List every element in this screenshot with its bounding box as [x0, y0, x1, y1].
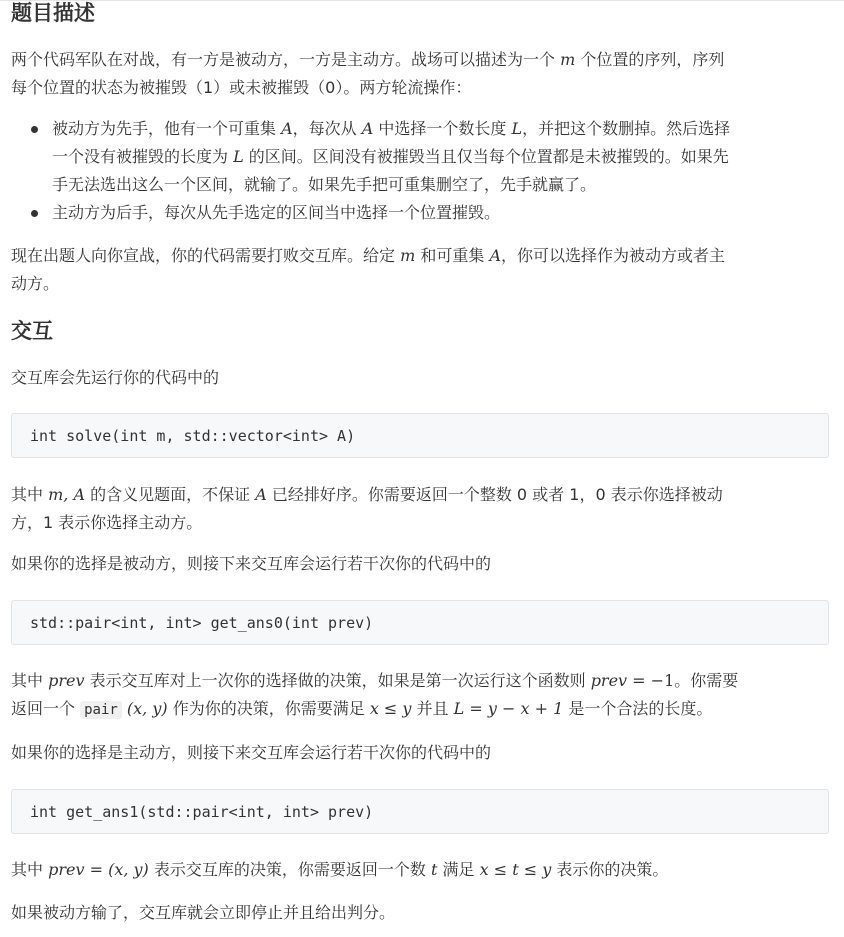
rules-list	[11, 115, 833, 227]
text: 其中	[11, 671, 49, 690]
intro-paragraph	[11, 46, 833, 102]
math-xy: (x, y)	[126, 699, 168, 718]
text: 每个位置的状态为被摧毁（1）或未被摧毁（0）。两方轮流操作：	[11, 78, 472, 97]
math-prev: prev	[48, 671, 85, 690]
code-block-get-ans1: int get_ans1(std::pair<int, int> prev)	[11, 789, 829, 834]
text: ，你可以选择作为被动方或者主	[501, 246, 726, 265]
text: 是一个合法的长度。	[563, 699, 713, 718]
text: 和可重集	[415, 246, 490, 265]
get-ans1-explanation	[11, 856, 833, 884]
text: 表示你的决策。	[551, 860, 669, 879]
solve-explanation	[11, 481, 833, 537]
passive-intro: 如果你的选择是被动方，则接下来交互库会运行若干次你的代码中的	[11, 554, 492, 573]
math-A: A	[361, 119, 374, 138]
math-A: A	[489, 246, 502, 265]
math-condition: L = y − x + 1	[453, 699, 564, 718]
text: 动方。	[11, 274, 60, 293]
math-m: m	[400, 246, 416, 265]
text: 一个没有被摧毁的长度为	[52, 147, 234, 166]
inline-code-pair: pair	[80, 701, 122, 719]
bullet-dot	[31, 126, 38, 133]
text: 表示交互库的决策，你需要返回一个数	[148, 860, 431, 879]
text: 手无法选出这么一个区间，就输了。如果先手把可重集删空了，先手就赢了。	[52, 175, 597, 194]
text: 方，1 表示你选择主动方。	[11, 513, 203, 532]
text: 的区间。区间没有被摧毁当且仅当每个位置都是未被摧毁的。如果先	[243, 147, 729, 166]
text: 作为你的决策，你需要满足	[167, 699, 370, 718]
text: 其中	[11, 485, 49, 504]
text: 。你需要	[674, 671, 739, 690]
text: ，每次从	[292, 119, 362, 138]
list-item	[11, 115, 833, 199]
math-condition: x ≤ t ≤ y	[479, 860, 552, 879]
math-A: A	[255, 485, 267, 504]
judging-note: 如果被动方输了，交互库就会立即停止并且给出判分。	[11, 903, 396, 922]
get-ans0-explanation	[11, 667, 841, 724]
text: 返回一个	[11, 699, 81, 718]
math-m: m	[560, 50, 576, 69]
code-block-get-ans0: std::pair<int, int> get_ans0(int prev)	[11, 600, 829, 645]
text: 表示交互库对上一次你的选择做的决策，如果是第一次运行这个函数则	[84, 671, 591, 690]
active-intro: 如果你的选择是主动方，则接下来交互库会运行若干次你的代码中的	[11, 743, 492, 762]
text: 个位置的序列，序列	[575, 50, 725, 69]
top-divider	[0, 0, 844, 1]
math-A: A	[281, 119, 293, 138]
math-t: t	[430, 860, 438, 879]
math-prev: prev	[590, 671, 628, 690]
math-condition: x ≤ y	[369, 699, 412, 718]
text: 现在出题人向你宣战，你的代码需要打败交互库。给定	[11, 246, 401, 265]
math-L: L	[233, 147, 244, 166]
problem-description-heading: 题目描述	[11, 1, 95, 25]
text: ，并把这个数删掉。然后选择	[522, 119, 731, 138]
text: 其中	[11, 860, 49, 879]
math-m-A: m, A	[48, 485, 85, 504]
math-L: L	[511, 119, 523, 138]
text: 满足	[437, 860, 480, 879]
math-eq: = −1	[627, 671, 675, 690]
code-block-solve: int solve(int m, std::vector<int> A)	[11, 413, 829, 458]
text: 中选择一个数长度	[373, 119, 512, 138]
interaction-heading: 交互	[11, 319, 53, 343]
challenge-paragraph	[11, 242, 833, 298]
text: 两个代码军队在对战，有一方是被动方，一方是主动方。战场可以描述为一个	[11, 50, 561, 69]
bullet-dot	[31, 210, 38, 217]
text: 并且	[411, 699, 454, 718]
interaction-intro: 交互库会先运行你的代码中的	[11, 368, 220, 387]
text: 已经排好序。你需要返回一个整数 0 或者 1，0 表示你选择被动	[266, 485, 723, 504]
math-prev-eq: prev = (x, y)	[48, 860, 149, 879]
text: 被动方为先手，他有一个可重集	[52, 119, 282, 138]
text: 主动方为后手，每次从先手选定的区间当中选择一个位置摧毁。	[52, 203, 501, 222]
list-item	[11, 199, 833, 227]
text: 的含义见题面，不保证	[85, 485, 256, 504]
